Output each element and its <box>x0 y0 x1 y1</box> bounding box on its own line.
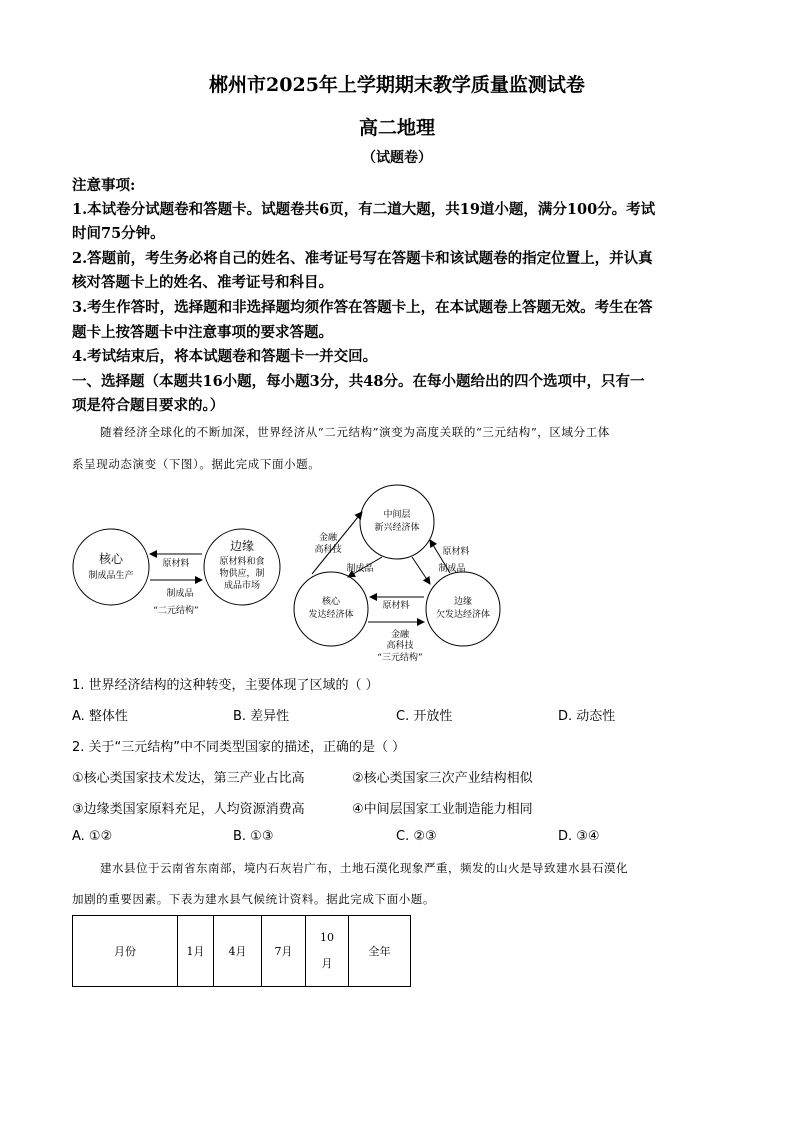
table-header-jan: 1月 <box>178 916 214 987</box>
subject-title: 高二地理 <box>358 117 435 139</box>
ternary-arrow-mid-to-edge <box>412 557 430 584</box>
binary-edge-desc-1: 原材料和食 <box>219 557 265 567</box>
q1-option-a: A. 整体性 <box>72 709 128 724</box>
ternary-edge-desc: 欠发达经济体 <box>435 610 491 620</box>
ternary-core-circle <box>294 572 368 646</box>
note-2-line-a: 2.答题前，考生务必将自己的姓名、准考证号写在答题卡和该试题卷的指定位置上，并认真 <box>72 250 653 267</box>
note-3-line-b: 题卡上按答题卡中注意事项的要求答题。 <box>72 324 333 341</box>
q2-statement-1: ①核心类国家技术发达，第三产业占比高 <box>72 771 305 786</box>
ternary-mid-desc: 新兴经济体 <box>374 523 420 533</box>
ternary-mid-circle <box>360 485 434 559</box>
climate-table <box>72 915 411 987</box>
table-header-row <box>73 916 411 987</box>
table-header-oct-unit: 月 <box>321 957 333 970</box>
ternary-bottom-label-1: 金融 <box>390 630 410 640</box>
q1-option-c: C. 开放性 <box>396 709 453 724</box>
section-heading-line-a: 一、选择题（本题共16小题，每小题3分，共48分。在每小题给出的四个选项中，只有一 <box>72 373 645 390</box>
passage-2-line-b: 加剧的重要因素。下表为建水县气候统计资料。据此完成下面小题。 <box>72 892 435 906</box>
ternary-edge-title: 边缘 <box>453 597 473 607</box>
ternary-bottom-label-2: 高科技 <box>386 641 414 651</box>
ternary-core-title: 核心 <box>321 597 341 607</box>
q2-option-c: C. ②③ <box>396 829 437 844</box>
binary-arrow-top-label: 原材料 <box>162 559 190 569</box>
q2-statement-4: ④中间层国家工业制造能力相同 <box>352 802 533 817</box>
notes-heading: 注意事项: <box>72 177 136 194</box>
ternary-mid-title: 中间层 <box>383 510 411 520</box>
binary-core-desc: 制成品生产 <box>88 571 134 581</box>
note-4: 4.考试结束后，将本试题卷和答题卡一并交回。 <box>72 348 378 365</box>
table-header-oct-number: 10 <box>320 931 334 944</box>
ternary-left-down-label: 制成品 <box>346 564 374 574</box>
note-1-line-b: 时间75分钟。 <box>72 225 165 242</box>
table-header-jul: 7月 <box>262 916 306 987</box>
ternary-edge-circle <box>426 572 500 646</box>
q2-stem: 2. 关于“三元结构”中不同类型国家的描述，正确的是（ ） <box>72 740 406 755</box>
table-header-apr: 4月 <box>214 916 262 987</box>
economic-structure-diagram <box>0 475 794 675</box>
ternary-left-up-label-1: 金融 <box>318 533 338 543</box>
ternary-bottom-top-label: 原材料 <box>382 601 410 611</box>
q2-statement-2: ②核心类国家三次产业结构相似 <box>352 771 533 786</box>
ternary-left-up-label-2: 高科技 <box>314 545 342 555</box>
q1-option-b: B. 差异性 <box>233 709 290 724</box>
ternary-right-up-label: 原材料 <box>442 547 470 557</box>
q2-statement-3: ③边缘类国家原料充足，人均资源消费高 <box>72 802 305 817</box>
q2-option-a: A. ①② <box>72 829 113 844</box>
q2-option-d: D. ③④ <box>558 829 600 844</box>
passage-1-line-b: 系呈现动态演变（下图）。据此完成下面小题。 <box>72 457 321 471</box>
ternary-caption: “三元结构” <box>377 653 423 663</box>
note-3-line-a: 3.考生作答时，选择题和非选择题均须作答在答题卡上，在本试题卷上答题无效。考生在答 <box>72 299 653 316</box>
table-header-year: 全年 <box>349 916 411 987</box>
q1-option-d: D. 动态性 <box>558 709 616 724</box>
note-1-line-a: 1.本试卷分试题卷和答题卡。试题卷共6页，有二道大题，共19道小题，满分100分。考试 <box>72 201 656 218</box>
passage-2-line-a: 建水县位于云南省东南部，境内石灰岩广布，土地石漠化现象严重，频发的山火是导致建水县石漠化 <box>100 861 628 875</box>
binary-edge-desc-2: 物供应，制 <box>219 569 265 579</box>
binary-core-circle <box>73 529 149 605</box>
note-2-line-b: 核对答题卡上的姓名、准考证号和科目。 <box>72 274 333 291</box>
q1-stem: 1. 世界经济结构的这种转变，主要体现了区域的（ ） <box>72 678 379 693</box>
exam-title: 郴州市2025年上学期期末教学质量监测试卷 <box>209 74 585 96</box>
binary-core-title: 核心 <box>98 552 124 566</box>
q2-option-b: B. ①③ <box>233 829 274 844</box>
passage-1-line-a: 随着经济全球化的不断加深，世界经济从“二元结构”演变为高度关联的“三元结构”，区域分工体 <box>100 425 610 439</box>
ternary-right-down-label: 制成品 <box>438 564 466 574</box>
section-heading-line-b: 项是符合题目要求的。） <box>72 397 225 414</box>
binary-edge-title: 边缘 <box>229 539 255 553</box>
table-header-oct <box>306 916 349 987</box>
binary-caption: “二元结构” <box>153 606 199 616</box>
binary-arrow-bottom-label: 制成品 <box>166 589 194 599</box>
table-header-month: 月份 <box>73 916 178 987</box>
ternary-core-desc: 发达经济体 <box>308 610 354 620</box>
binary-edge-desc-3: 成品市场 <box>223 581 261 591</box>
paper-type: （试题卷） <box>362 150 432 166</box>
